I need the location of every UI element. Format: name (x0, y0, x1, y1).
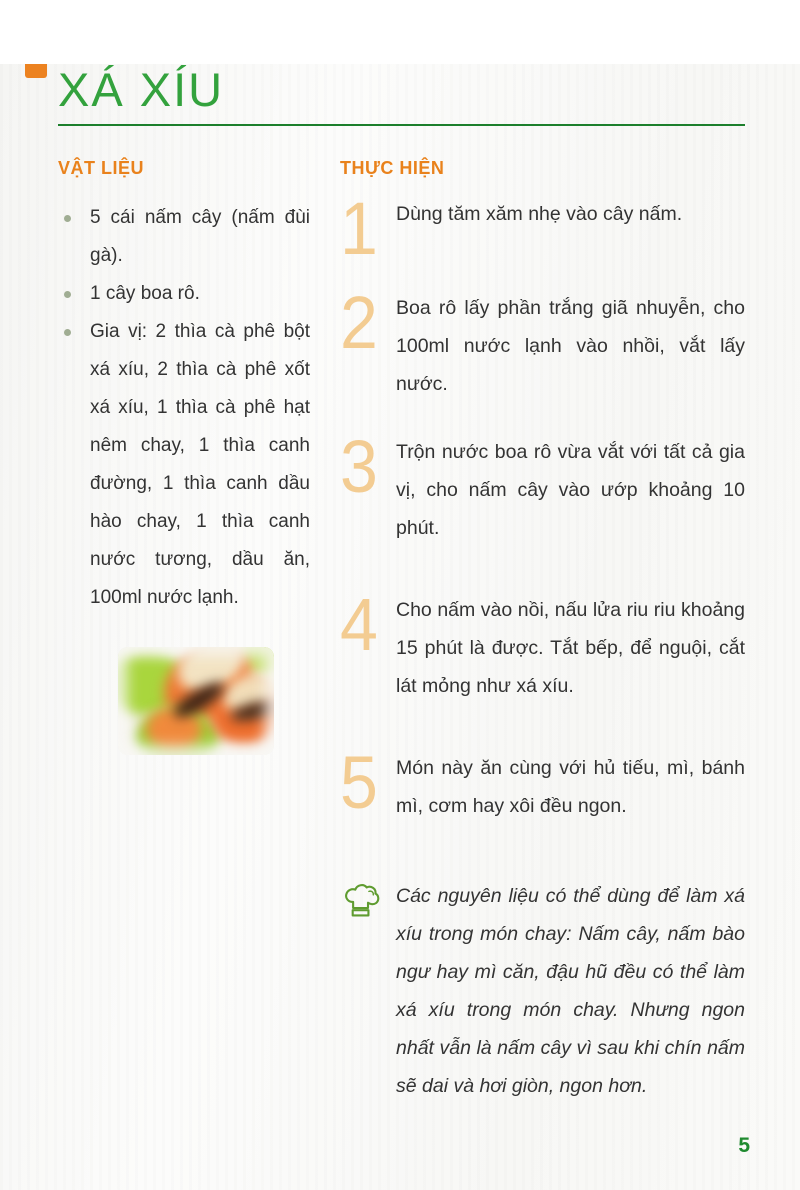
ingredients-list (58, 199, 310, 617)
ingredient-item (90, 275, 310, 313)
ingredient-item (90, 199, 310, 275)
food-photo (118, 647, 274, 755)
step-row (340, 583, 745, 705)
recipe-page (0, 64, 800, 1190)
chef-hat-icon (340, 879, 386, 928)
ingredient-text: Gia vị: 2 thìa cà phê bột xá xíu, 2 thìa cà phê xốt xá xíu, 1 thìa cà phê hạt nêm chay, 1 thìa canh đường, 1 thìa canh dầu hào chay, 1 thìa canh nước tương, dầu ăn, 100ml nước lạnh. (90, 320, 310, 608)
chef-note (340, 877, 745, 1105)
step-number: 3 (340, 425, 378, 509)
step-number: 5 (340, 741, 378, 825)
page-number: 5 (738, 1134, 750, 1157)
ingredient-text: 5 cái nấm cây (nấm đùi gà). (90, 206, 310, 266)
steps-header: THỰC HIỆN (340, 157, 445, 178)
step-number: 4 (340, 583, 378, 667)
ingredients-column (58, 158, 310, 1106)
bullet-icon (64, 291, 71, 298)
page-title: XÁ XÍU (58, 63, 225, 116)
ingredient-text: 1 cây boa rô. (90, 282, 200, 304)
note-text: Các nguyên liệu có thể dùng để làm xá xíu trong món chay: Nấm cây, nấm bào ngư hay mì căn, đậu hũ đều có thể làm xá xíu trong món chay. Nhưng ngon nhất vẫn là nấm cây vì sau khi chín nấm sẽ dai và hơi giòn, ngon hơn. (396, 885, 745, 1098)
step-text: Dùng tăm xăm nhẹ vào cây nấm. (396, 202, 683, 225)
step-text: Boa rô lấy phần trắng giã nhuyễn, cho 100ml nước lạnh vào nhồi, vắt lấy nước. (396, 297, 745, 396)
step-text: Trộn nước boa rô vừa vắt với tất cả gia vị, cho nấm cây vào ướp khoảng 10 phút. (396, 441, 745, 540)
ingredients-header: VẬT LIỆU (58, 157, 145, 178)
bullet-icon (64, 215, 71, 222)
step-number: 2 (340, 281, 378, 365)
bullet-icon (64, 329, 71, 336)
step-text: Cho nấm vào nồi, nấu lửa riu riu khoảng 15 phút là được. Tắt bếp, để nguội, cắt lát mỏng như xá xíu. (396, 599, 745, 698)
steps-column (340, 158, 745, 1106)
column-gap (310, 158, 340, 1106)
step-row (340, 186, 745, 270)
step-number: 1 (340, 186, 378, 270)
content-columns (58, 158, 745, 1106)
corner-tab (25, 64, 47, 78)
step-row (340, 741, 745, 825)
title-rule (58, 124, 745, 126)
step-row (340, 281, 745, 403)
ingredient-item (90, 313, 310, 617)
step-text: Món này ăn cùng với hủ tiếu, mì, bánh mì, cơm hay xôi đều ngon. (396, 757, 745, 818)
step-row (340, 425, 745, 547)
photo-edge-fade (118, 647, 274, 755)
steps-list (340, 186, 745, 826)
